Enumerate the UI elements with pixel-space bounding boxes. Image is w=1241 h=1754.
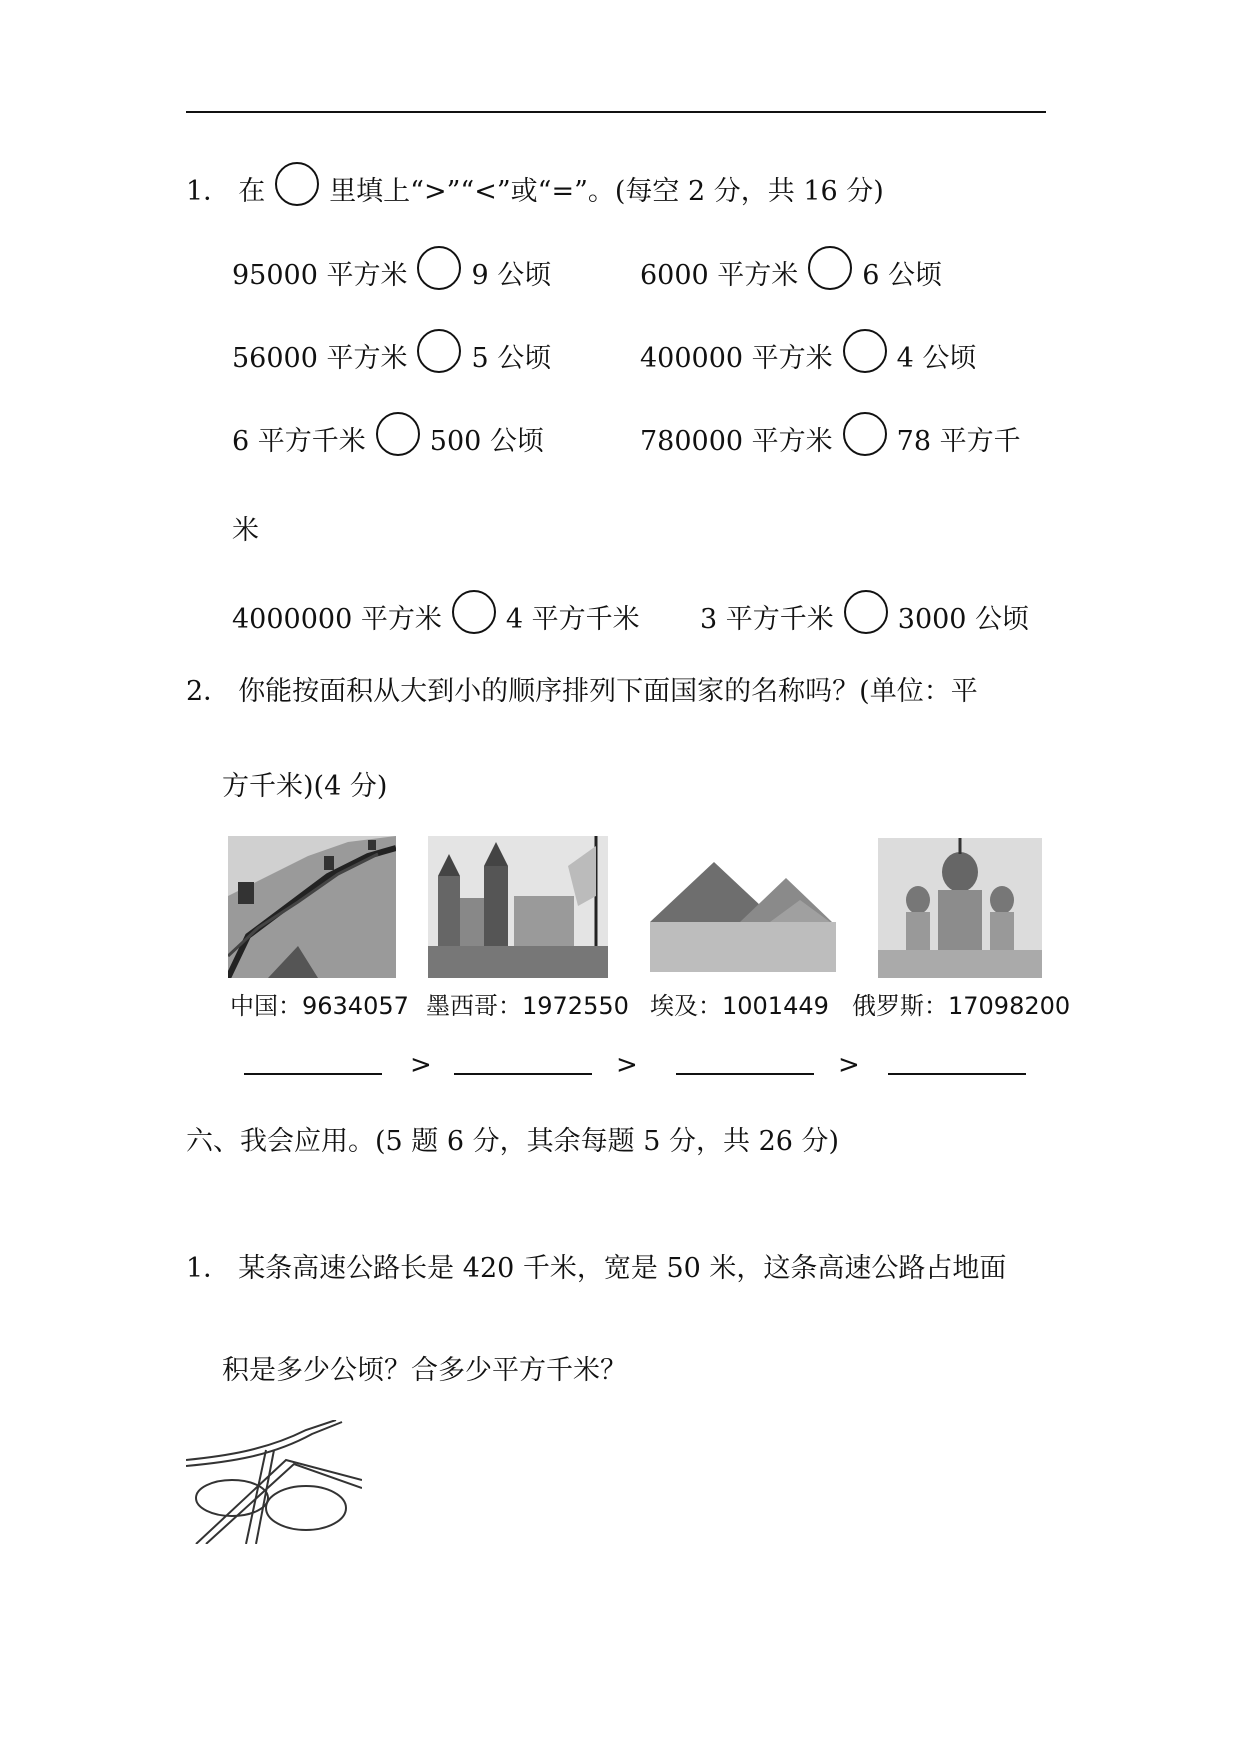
compare-item-1 (232, 254, 551, 298)
s6-q1-number: 1． (186, 1253, 231, 1284)
q2-number: 2． (186, 676, 231, 707)
answer-blank-4[interactable] (888, 1073, 1026, 1075)
greater-than-sign: > (616, 1050, 638, 1080)
q2-prompt-line2: 方千米)(4 分) (222, 771, 388, 802)
answer-blank-2[interactable] (454, 1073, 592, 1075)
pyramids-image (650, 860, 836, 972)
section6-heading: 六、我会应用。(5 题 6 分，其余每题 5 分，共 26 分) (186, 1126, 840, 1157)
s6-q1-text-line1: 某条高速公路长是 420 千米，宽是 50 米，这条高速公路占地面 (238, 1253, 1007, 1284)
q2-prompt-line1 (186, 675, 978, 709)
compare-left: 56000 平方米 (232, 343, 408, 374)
compare-item-4 (640, 337, 976, 381)
compare-item-2 (640, 254, 942, 298)
q1-text-after: 里填上“>”“<”或“=”。(每空 2 分，共 16 分) (329, 176, 884, 207)
compare-left: 6000 平方米 (640, 260, 799, 291)
s6-q1-line2: 积是多少公顷？合多少平方千米？ (222, 1355, 627, 1386)
compare-left: 6 平方千米 (232, 426, 366, 457)
answer-circle[interactable] (843, 412, 887, 456)
compare-item-3 (232, 337, 551, 381)
greater-than-sign: > (410, 1050, 432, 1080)
compare-right: 500 公顷 (429, 426, 544, 457)
compare-left: 95000 平方米 (232, 260, 408, 291)
compare-right: 5 公顷 (471, 343, 552, 374)
q1-number: 1． (186, 176, 231, 207)
mexico-city-image (428, 836, 608, 978)
compare-left: 4000000 平方米 (232, 604, 442, 635)
highway-interchange-image (186, 1420, 362, 1544)
answer-circle[interactable] (843, 329, 887, 373)
compare-right: 6 公顷 (862, 260, 943, 291)
compare-left: 3 平方千米 (700, 604, 834, 635)
answer-circle[interactable] (417, 329, 461, 373)
circle-icon (275, 162, 319, 206)
s6-q1-line1 (186, 1252, 1006, 1286)
q1-text-before: 在 (238, 176, 266, 207)
header-rule (186, 111, 1046, 113)
country-label-egypt: 埃及：1001449 (650, 992, 829, 1020)
great-wall-image (228, 836, 396, 978)
answer-circle[interactable] (417, 246, 461, 290)
compare-right: 4 公顷 (896, 343, 977, 374)
compare-right: 3000 公顷 (897, 604, 1030, 635)
compare-right: 4 平方千米 (505, 604, 640, 635)
compare-item-8 (700, 598, 1029, 642)
country-label-mexico: 墨西哥：1972550 (426, 992, 629, 1020)
compare-item-6 (640, 420, 1021, 464)
compare-right: 9 公顷 (471, 260, 552, 291)
country-label-russia: 俄罗斯：17098200 (852, 992, 1071, 1020)
compare-left: 400000 平方米 (640, 343, 833, 374)
compare-right: 78 平方千 (896, 426, 1021, 457)
answer-blank-3[interactable] (676, 1073, 814, 1075)
compare-left: 780000 平方米 (640, 426, 833, 457)
answer-blank-1[interactable] (244, 1073, 382, 1075)
q1-prompt (186, 170, 884, 214)
greater-than-sign: > (838, 1050, 860, 1080)
answer-circle[interactable] (808, 246, 852, 290)
russian-church-image (878, 838, 1042, 978)
compare-item-7 (232, 598, 640, 642)
answer-circle[interactable] (376, 412, 420, 456)
answer-circle[interactable] (452, 590, 496, 634)
compare-item-6-wrap: 米 (232, 515, 259, 546)
compare-item-5 (232, 420, 544, 464)
answer-circle[interactable] (844, 590, 888, 634)
country-label-china: 中国：9634057 (230, 992, 409, 1020)
q2-text-line1: 你能按面积从大到小的顺序排列下面国家的名称吗？(单位：平 (238, 676, 978, 707)
